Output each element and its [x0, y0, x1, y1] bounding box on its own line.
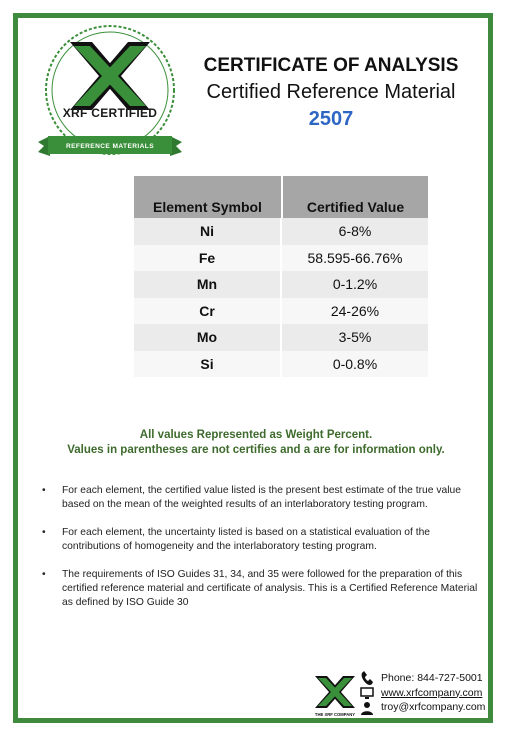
certificate-title: CERTIFICATE OF ANALYSIS	[203, 55, 459, 76]
certified-value-cell: 58.595-66.76%	[280, 245, 428, 272]
certified-value-cell: 6-8%	[280, 218, 428, 245]
element-symbol-cell: Ni	[200, 223, 214, 240]
certified-value-cell: 0-1.2%	[280, 271, 428, 298]
table-row	[134, 351, 428, 378]
certified-value-cell: 0-0.8%	[280, 351, 428, 378]
certificate-subtitle: Certified Reference Material	[206, 81, 456, 103]
column-header-certified-value: Certified Value	[281, 176, 428, 218]
email-address[interactable]: troy@xrfcompany.com	[381, 701, 486, 713]
certified-value-cell: 3-5%	[280, 324, 428, 351]
material-code: 2507	[308, 108, 354, 130]
xrf-certified-seal	[36, 24, 184, 166]
table-row	[134, 324, 428, 351]
list-item	[40, 484, 478, 512]
table-row	[134, 271, 428, 298]
certified-values-table	[134, 176, 428, 377]
contact-info	[381, 671, 485, 715]
seal-title: XRF CERTIFIED	[62, 106, 158, 120]
website-link[interactable]: www.xrfcompany.com	[381, 686, 483, 699]
list-item	[40, 568, 478, 610]
certificate-header	[190, 54, 472, 132]
logo-caption: THE XRF COMPANY	[314, 712, 356, 717]
company-logo-graphic	[313, 674, 357, 718]
statement-text: For each element, the uncertainty listed is based on a statistical evaluation of the contributions of homogeneity and the interlaboratory testing program.	[62, 527, 431, 552]
certified-value-cell: 24-26%	[280, 298, 428, 325]
element-symbol-cell: Cr	[199, 302, 215, 319]
element-symbol-cell: Si	[200, 355, 214, 372]
element-symbol-cell: Fe	[198, 249, 216, 266]
element-symbol-cell: Mo	[196, 329, 218, 346]
bullet-icon: •	[42, 569, 46, 580]
computer-icon	[361, 688, 373, 699]
element-symbol-cell: Mn	[196, 276, 218, 293]
bullet-icon: •	[42, 485, 46, 496]
note-line-2: Values in parentheses are not certifies and a are for information only.	[67, 444, 445, 456]
phone-icon	[362, 671, 373, 685]
list-item	[40, 526, 478, 554]
table-row	[134, 298, 428, 325]
weight-percent-notes	[40, 428, 472, 458]
contact-icons	[359, 670, 375, 716]
certification-statements	[40, 484, 478, 624]
table-row	[134, 218, 428, 245]
statement-text: The requirements of ISO Guides 31, 34, and 35 were followed for the preparation of this certified reference material and certificate of analysis. This is a Certified Reference Material as defined by ISO Guide 30	[62, 569, 478, 608]
xrf-company-logo	[313, 674, 357, 718]
bullet-icon: •	[42, 527, 46, 538]
table-row	[134, 245, 428, 272]
statement-text: For each element, the certified value listed is the present best estimate of the true value based on the mean of the weighted results of an interlaboratory testing program.	[62, 485, 461, 510]
seal-ribbon-text: REFERENCE MATERIALS	[65, 143, 155, 150]
column-header-element-symbol: Element Symbol	[153, 199, 262, 215]
note-line-1: All values Represented as Weight Percent.	[139, 429, 373, 441]
person-icon	[361, 702, 373, 715]
table-header-row	[134, 176, 428, 218]
phone-number: Phone: 844-727-5001	[381, 672, 483, 684]
